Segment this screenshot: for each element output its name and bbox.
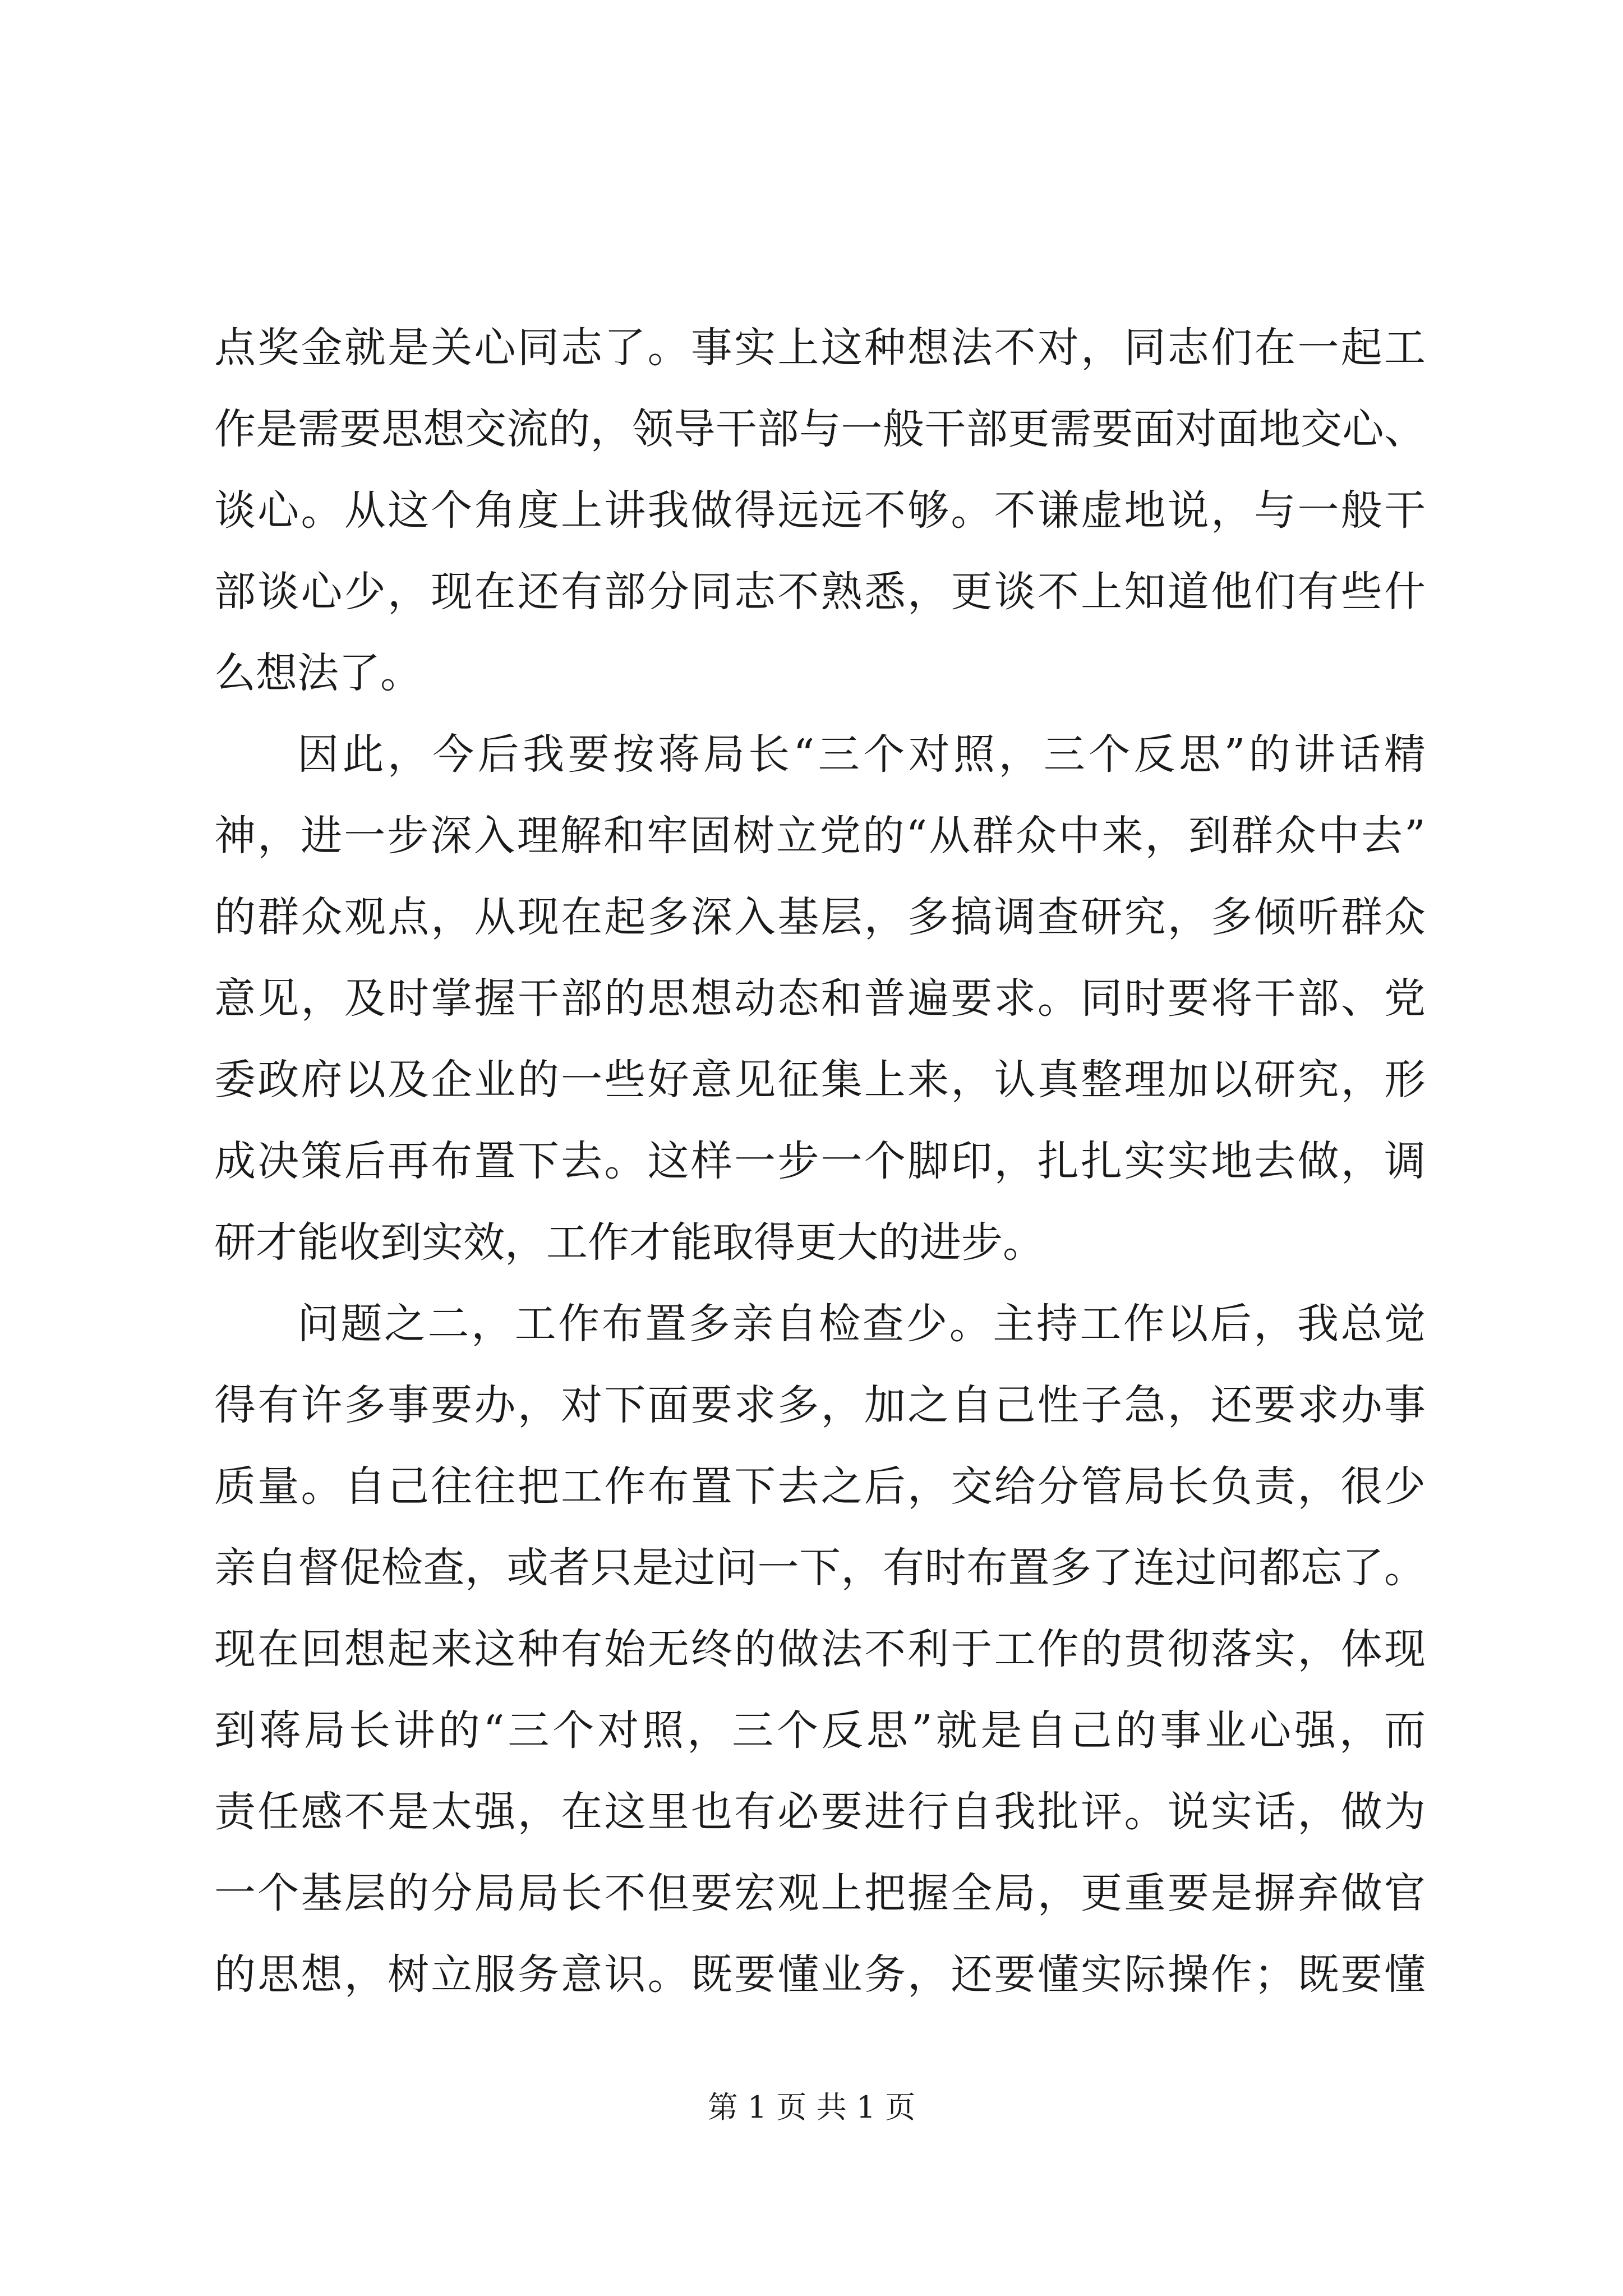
- document-body: [214, 307, 1426, 2016]
- text-line: 成决策后再布置下去。这样一步一个脚印，扎扎实实地去做，调: [214, 1137, 1426, 1185]
- text-line: 神，进一步深入理解和牢固树立党的“从群众中来，到群众中去”: [214, 812, 1426, 860]
- text-line: 委政府以及企业的一些好意见征集上来，认真整理加以研究，形: [214, 1056, 1426, 1104]
- text-line: 研才能收到实效，工作才能取得更大的进步。: [214, 1218, 1044, 1267]
- text-line: 质量。自己往往把工作布置下去之后，交给分管局长负责，很少: [214, 1462, 1426, 1511]
- text-line: 意见，及时掌握干部的思想动态和普遍要求。同时要将干部、党: [214, 974, 1426, 1023]
- text-line: 亲自督促检查，或者只是过问一下，有时布置多了连过问都忘了。: [214, 1544, 1426, 1592]
- text-line: 现在回想起来这种有始无终的做法不利于工作的贯彻落实，体现: [214, 1625, 1426, 1673]
- text-line: 谈心。从这个角度上讲我做得远远不够。不谦虚地说，与一般干: [214, 486, 1426, 535]
- text-line: 的群众观点，从现在起多深入基层，多搞调查研究，多倾听群众: [214, 893, 1426, 941]
- text-line: 问题之二，工作布置多亲自检查少。主持工作以后，我总觉: [297, 1300, 1426, 1348]
- text-line: 的思想，树立服务意识。既要懂业务，还要懂实际操作；既要懂: [214, 1950, 1426, 1999]
- page-footer: 第 1 页 共 1 页: [707, 2090, 916, 2125]
- text-line: 到蒋局长讲的“三个对照，三个反思”就是自己的事业心强，而: [214, 1706, 1426, 1755]
- text-line: 点奖金就是关心同志了。事实上这种想法不对，同志们在一起工: [214, 324, 1426, 372]
- text-line: 部谈心少，现在还有部分同志不熟悉，更谈不上知道他们有些什: [214, 568, 1426, 616]
- text-line: 么想法了。: [214, 649, 422, 697]
- text-line: 一个基层的分局局长不但要宏观上把握全局，更重要是摒弃做官: [214, 1869, 1426, 1917]
- text-line: 得有许多事要办，对下面要求多，加之自己性子急，还要求办事: [214, 1381, 1426, 1429]
- text-line: 责任感不是太强，在这里也有必要进行自我批评。说实话，做为: [214, 1788, 1426, 1836]
- text-line: 因此，今后我要按蒋局长“三个对照，三个反思”的讲话精: [297, 730, 1426, 779]
- text-line: 作是需要思想交流的，领导干部与一般干部更需要面对面地交心、: [214, 405, 1426, 453]
